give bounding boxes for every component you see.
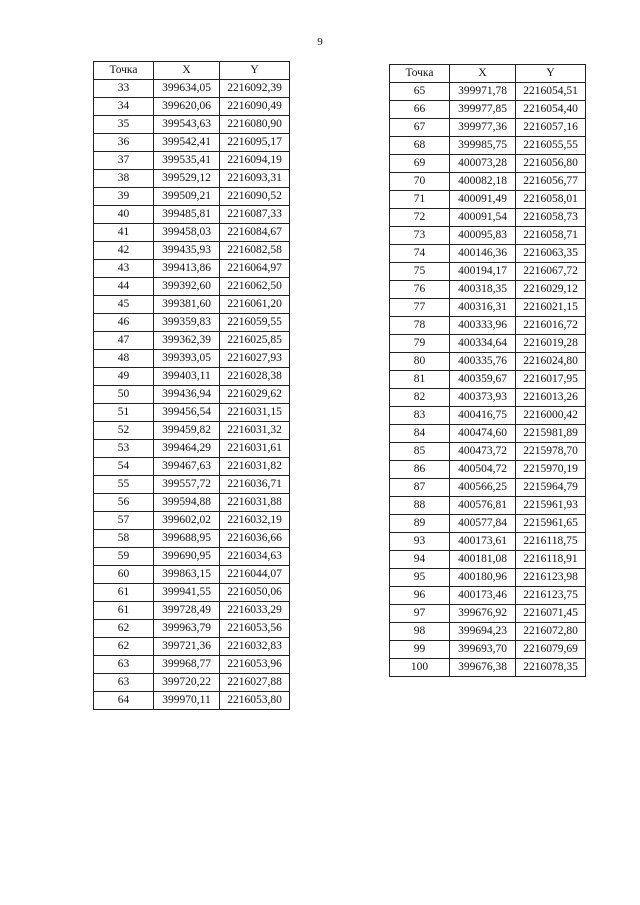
header-x: X [450,65,516,83]
cell-x: 400473,72 [450,443,516,461]
cell-point: 93 [390,533,450,551]
table-row [390,479,586,497]
cell-point: 80 [390,353,450,371]
cell-y: 2215970,19 [516,461,586,479]
cell-x: 400091,49 [450,191,516,209]
table-row [390,371,586,389]
table-row [390,173,586,191]
cell-y: 2216031,15 [220,404,290,422]
table-row [390,209,586,227]
cell-x: 400181,08 [450,551,516,569]
table-row [390,659,586,677]
cell-y: 2216000,42 [516,407,586,425]
cell-y: 2216050,06 [220,584,290,602]
cell-point: 45 [94,296,154,314]
cell-point: 63 [94,674,154,692]
cell-y: 2216090,49 [220,98,290,116]
cell-x: 400173,46 [450,587,516,605]
cell-y: 2216034,63 [220,548,290,566]
cell-point: 42 [94,242,154,260]
cell-y: 2215981,89 [516,425,586,443]
cell-x: 400318,35 [450,281,516,299]
cell-x: 400091,54 [450,209,516,227]
cell-x: 400504,72 [450,461,516,479]
cell-y: 2216031,88 [220,494,290,512]
cell-x: 399977,85 [450,101,516,119]
table-header-row [390,65,586,83]
cell-y: 2216027,88 [220,674,290,692]
cell-point: 33 [94,80,154,98]
table-row [390,389,586,407]
cell-point: 64 [94,692,154,710]
cell-x: 399970,11 [154,692,220,710]
table-row [94,530,290,548]
cell-point: 48 [94,350,154,368]
coordinates-table-right [389,64,586,677]
cell-x: 399985,75 [450,137,516,155]
cell-point: 79 [390,335,450,353]
cell-y: 2215978,70 [516,443,586,461]
table-row [390,191,586,209]
cell-y: 2216084,67 [220,224,290,242]
cell-point: 36 [94,134,154,152]
table-row [94,98,290,116]
cell-x: 399863,15 [154,566,220,584]
cell-point: 100 [390,659,450,677]
cell-x: 399393,05 [154,350,220,368]
cell-y: 2215961,65 [516,515,586,533]
cell-y: 2216013,26 [516,389,586,407]
cell-point: 35 [94,116,154,134]
table-row [390,227,586,245]
cell-point: 59 [94,548,154,566]
table-row [390,299,586,317]
cell-point: 86 [390,461,450,479]
cell-y: 2216024,80 [516,353,586,371]
cell-point: 84 [390,425,450,443]
cell-x: 400194,17 [450,263,516,281]
cell-x: 400146,36 [450,245,516,263]
cell-y: 2216054,51 [516,83,586,101]
table-row [94,296,290,314]
cell-point: 69 [390,155,450,173]
cell-y: 2216078,35 [516,659,586,677]
cell-point: 56 [94,494,154,512]
cell-point: 62 [94,638,154,656]
cell-x: 399634,05 [154,80,220,98]
cell-x: 400373,93 [450,389,516,407]
cell-y: 2216016,72 [516,317,586,335]
cell-point: 99 [390,641,450,659]
cell-x: 400334,64 [450,335,516,353]
cell-y: 2216056,77 [516,173,586,191]
table-row [94,368,290,386]
cell-x: 400566,25 [450,479,516,497]
table-row [390,353,586,371]
cell-y: 2216062,50 [220,278,290,296]
cell-x: 399941,55 [154,584,220,602]
cell-point: 34 [94,98,154,116]
table-row [390,155,586,173]
cell-y: 2216058,01 [516,191,586,209]
table-row [94,602,290,620]
cell-x: 400073,28 [450,155,516,173]
cell-y: 2216090,52 [220,188,290,206]
table-row [94,170,290,188]
header-y: Y [516,65,586,83]
cell-point: 98 [390,623,450,641]
table-row [94,692,290,710]
cell-x: 399693,70 [450,641,516,659]
cell-point: 81 [390,371,450,389]
cell-y: 2216032,83 [220,638,290,656]
cell-point: 70 [390,173,450,191]
table-row [390,263,586,281]
cell-x: 399690,95 [154,548,220,566]
cell-x: 399456,54 [154,404,220,422]
cell-y: 2215964,79 [516,479,586,497]
cell-point: 57 [94,512,154,530]
table-row [94,566,290,584]
table-row [390,641,586,659]
cell-x: 399728,49 [154,602,220,620]
cell-y: 2216032,19 [220,512,290,530]
cell-y: 2216044,07 [220,566,290,584]
table-row [390,407,586,425]
cell-x: 399436,94 [154,386,220,404]
cell-x: 400173,61 [450,533,516,551]
cell-point: 78 [390,317,450,335]
cell-point: 52 [94,422,154,440]
table-row [94,134,290,152]
cell-point: 77 [390,299,450,317]
cell-y: 2216082,58 [220,242,290,260]
cell-x: 399485,81 [154,206,220,224]
cell-point: 68 [390,137,450,155]
cell-point: 61 [94,602,154,620]
cell-x: 400359,67 [450,371,516,389]
cell-x: 399542,41 [154,134,220,152]
cell-x: 399543,63 [154,116,220,134]
cell-x: 399458,03 [154,224,220,242]
table-row [390,605,586,623]
cell-point: 83 [390,407,450,425]
cell-y: 2216123,75 [516,587,586,605]
cell-y: 2216080,90 [220,116,290,134]
cell-x: 399413,86 [154,260,220,278]
table-row [94,458,290,476]
cell-point: 94 [390,551,450,569]
table-row [390,533,586,551]
cell-x: 400474,60 [450,425,516,443]
table-row [94,620,290,638]
table-row [390,119,586,137]
cell-x: 400316,31 [450,299,516,317]
table-row [94,260,290,278]
cell-y: 2216067,72 [516,263,586,281]
cell-x: 399467,63 [154,458,220,476]
cell-point: 60 [94,566,154,584]
cell-x: 399529,12 [154,170,220,188]
cell-x: 399359,83 [154,314,220,332]
cell-point: 67 [390,119,450,137]
cell-x: 399720,22 [154,674,220,692]
cell-point: 73 [390,227,450,245]
cell-y: 2216029,12 [516,281,586,299]
cell-x: 400082,18 [450,173,516,191]
cell-point: 55 [94,476,154,494]
table-row [390,281,586,299]
cell-x: 400577,84 [450,515,516,533]
cell-x: 399362,39 [154,332,220,350]
cell-y: 2216029,62 [220,386,290,404]
cell-x: 399721,36 [154,638,220,656]
cell-y: 2216033,29 [220,602,290,620]
cell-y: 2216093,31 [220,170,290,188]
cell-y: 2216036,66 [220,530,290,548]
table-row [94,476,290,494]
cell-x: 400180,96 [450,569,516,587]
cell-x: 399602,02 [154,512,220,530]
cell-y: 2216036,71 [220,476,290,494]
table-row [94,638,290,656]
cell-x: 399688,95 [154,530,220,548]
cell-y: 2216055,55 [516,137,586,155]
cell-point: 82 [390,389,450,407]
cell-point: 47 [94,332,154,350]
cell-y: 2216087,33 [220,206,290,224]
table-row [94,224,290,242]
cell-y: 2216053,56 [220,620,290,638]
cell-x: 399676,38 [450,659,516,677]
cell-y: 2216053,96 [220,656,290,674]
table-row [94,80,290,98]
cell-point: 49 [94,368,154,386]
cell-y: 2216061,20 [220,296,290,314]
cell-y: 2216095,17 [220,134,290,152]
cell-point: 62 [94,620,154,638]
table-row [94,350,290,368]
cell-y: 2216123,98 [516,569,586,587]
table-row [390,587,586,605]
cell-x: 400095,83 [450,227,516,245]
cell-y: 2216031,61 [220,440,290,458]
cell-point: 75 [390,263,450,281]
cell-x: 399392,60 [154,278,220,296]
header-point: Точка [94,62,154,80]
table-row [94,242,290,260]
cell-y: 2216063,35 [516,245,586,263]
cell-x: 399694,23 [450,623,516,641]
cell-point: 71 [390,191,450,209]
table-row [94,422,290,440]
cell-point: 72 [390,209,450,227]
cell-point: 74 [390,245,450,263]
cell-point: 61 [94,584,154,602]
table-row [390,245,586,263]
cell-y: 2216031,32 [220,422,290,440]
page-number: 9 [317,36,323,48]
table-row [390,335,586,353]
table-row [94,584,290,602]
cell-point: 88 [390,497,450,515]
cell-x: 399971,78 [450,83,516,101]
cell-x: 399535,41 [154,152,220,170]
cell-point: 51 [94,404,154,422]
cell-y: 2216071,45 [516,605,586,623]
cell-x: 399968,77 [154,656,220,674]
cell-point: 85 [390,443,450,461]
cell-y: 2216027,93 [220,350,290,368]
table-header-row [94,62,290,80]
cell-y: 2215961,93 [516,497,586,515]
table-row [390,137,586,155]
cell-x: 400335,76 [450,353,516,371]
coordinates-table-left [93,61,290,710]
cell-y: 2216021,15 [516,299,586,317]
cell-point: 54 [94,458,154,476]
table-row [94,494,290,512]
table-row [94,206,290,224]
cell-x: 399435,93 [154,242,220,260]
cell-y: 2216017,95 [516,371,586,389]
table-row [390,623,586,641]
table-row [94,188,290,206]
cell-point: 50 [94,386,154,404]
table-row [94,404,290,422]
header-y: Y [220,62,290,80]
cell-y: 2216057,16 [516,119,586,137]
cell-point: 38 [94,170,154,188]
cell-y: 2216056,80 [516,155,586,173]
cell-point: 39 [94,188,154,206]
table-row [94,332,290,350]
table-row [94,116,290,134]
cell-x: 399676,92 [450,605,516,623]
cell-point: 65 [390,83,450,101]
table-row [94,674,290,692]
cell-x: 400576,81 [450,497,516,515]
table-row [390,443,586,461]
table-row [94,152,290,170]
table-row [390,515,586,533]
cell-y: 2216028,38 [220,368,290,386]
table-row [390,497,586,515]
table-row [94,314,290,332]
table-row [390,317,586,335]
cell-x: 399963,79 [154,620,220,638]
cell-point: 95 [390,569,450,587]
cell-point: 97 [390,605,450,623]
table-row [390,569,586,587]
table-row [94,548,290,566]
cell-point: 53 [94,440,154,458]
cell-x: 399557,72 [154,476,220,494]
cell-y: 2216118,91 [516,551,586,569]
cell-y: 2216072,80 [516,623,586,641]
cell-y: 2216058,71 [516,227,586,245]
cell-y: 2216025,85 [220,332,290,350]
cell-point: 40 [94,206,154,224]
cell-point: 41 [94,224,154,242]
header-x: X [154,62,220,80]
cell-x: 399509,21 [154,188,220,206]
table-row [94,656,290,674]
cell-y: 2216019,28 [516,335,586,353]
cell-y: 2216079,69 [516,641,586,659]
table-row [390,425,586,443]
cell-point: 66 [390,101,450,119]
cell-point: 37 [94,152,154,170]
cell-x: 399381,60 [154,296,220,314]
cell-point: 43 [94,260,154,278]
cell-x: 399620,06 [154,98,220,116]
cell-y: 2216058,73 [516,209,586,227]
cell-y: 2216064,97 [220,260,290,278]
cell-y: 2216053,80 [220,692,290,710]
cell-x: 399459,82 [154,422,220,440]
table-row [94,440,290,458]
table-row [390,551,586,569]
cell-x: 400333,96 [450,317,516,335]
table-row [94,386,290,404]
cell-point: 87 [390,479,450,497]
header-point: Точка [390,65,450,83]
cell-y: 2216054,40 [516,101,586,119]
table-row [390,461,586,479]
cell-x: 399403,11 [154,368,220,386]
cell-y: 2216094,19 [220,152,290,170]
table-row [390,83,586,101]
cell-x: 400416,75 [450,407,516,425]
cell-point: 76 [390,281,450,299]
cell-point: 89 [390,515,450,533]
cell-point: 58 [94,530,154,548]
table-row [390,101,586,119]
cell-y: 2216118,75 [516,533,586,551]
cell-x: 399977,36 [450,119,516,137]
cell-y: 2216092,39 [220,80,290,98]
cell-x: 399594,88 [154,494,220,512]
cell-point: 63 [94,656,154,674]
cell-point: 44 [94,278,154,296]
cell-y: 2216031,82 [220,458,290,476]
table-row [94,512,290,530]
table-row [94,278,290,296]
cell-point: 46 [94,314,154,332]
cell-x: 399464,29 [154,440,220,458]
cell-point: 96 [390,587,450,605]
cell-y: 2216059,55 [220,314,290,332]
